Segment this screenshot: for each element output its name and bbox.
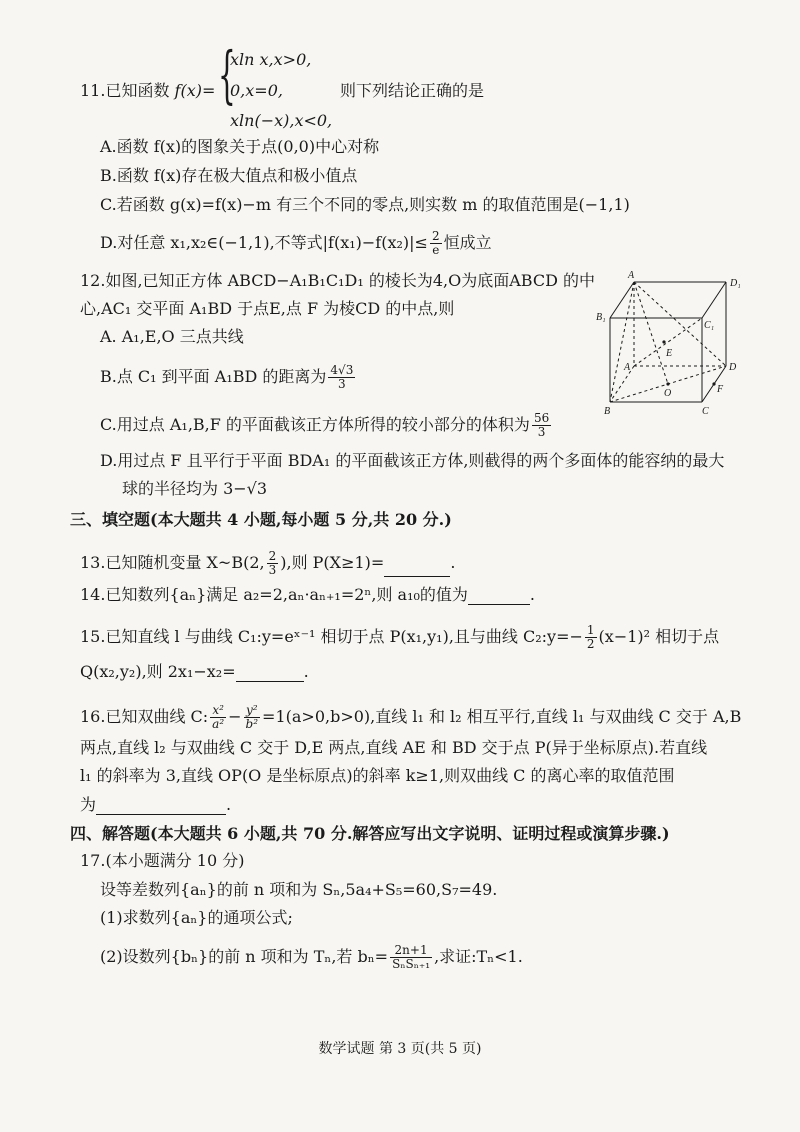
q16-line1: 16.已知双曲线 C: $\frac{\text{x²}}{\text{a²}}$ − $\frac{\text{y²}}{\text{b²}}$ =1(a>0,b>0),直线 l₁ 和 l₂ 相互平行,直线 l₁ 与双曲线 C 交于 A,B <box>80 703 742 731</box>
q11-case1: xln x,x>0, <box>230 50 312 69</box>
answer-blank[interactable] <box>96 798 226 815</box>
label-c1: C₁ <box>704 320 715 331</box>
q17-stem: 设等差数列{aₙ}的前 n 项和为 Sₙ,5a₄+S₅=60,S₇=49. <box>100 880 498 899</box>
label-c: C <box>702 406 709 417</box>
q11-stem-end: 则下列结论正确的是 <box>340 81 485 100</box>
label-o: O <box>664 388 672 399</box>
q11-option-a: A.函数 f(x)的图象关于点(0,0)中心对称 <box>100 137 380 156</box>
q11-option-c: C.若函数 g(x)=f(x)−m 有三个不同的零点,则实数 m 的取值范围是(−1,1) <box>100 195 630 214</box>
fraction: $\frac{2}{e}$ <box>431 229 440 257</box>
page-footer: 数学试题 第 3 页(共 5 页) <box>318 1041 482 1057</box>
q16-line2: 两点,直线 l₂ 与双曲线 C 交于 D,E 两点,直线 AE 和 BD 交于点 P(异于坐标原点).若直线 <box>80 738 708 757</box>
point-f <box>712 382 715 385</box>
q17-part1: (1)求数列{aₙ}的通项公式; <box>100 908 293 927</box>
diagonal <box>634 282 668 384</box>
q16-line3: l₁ 的斜率为 3,直线 OP(O 是坐标原点)的斜率 k≥1,则双曲线 C 的离心率的取值范围 <box>80 766 675 785</box>
q16-line4: 为 . <box>80 795 232 814</box>
q17-part2: (2)设数列{bₙ}的前 n 项和为 Tₙ,若 bₙ= $\frac{2n+1}{\text{SₙSₙ₊₁}}$ ,求证:Tₙ<1. <box>100 943 523 971</box>
q12-option-c: C.用过点 A₁,B,F 的平面截该正方体所得的较小部分的体积为 $\frac{56}{3}$ <box>100 411 550 439</box>
fraction: $\frac{2}{3}$ <box>268 549 277 577</box>
answer-blank[interactable] <box>468 588 530 605</box>
answer-blank[interactable] <box>384 560 450 577</box>
fraction: $\frac{2n+1}{\text{SₙSₙ₊₁}}$ <box>392 943 431 971</box>
fraction: $\frac{56}{3}$ <box>533 411 550 439</box>
label-e: E <box>666 348 673 359</box>
q11-option-b: B.函数 f(x)存在极大值点和极小值点 <box>100 166 358 185</box>
fraction: $\frac{1}{2}$ <box>586 623 595 651</box>
q12-option-d-line1: D.用过点 F 且平行于平面 BDA₁ 的平面截该正方体,则截得的两个多面体的能容纳的最大 <box>100 451 725 470</box>
q15-line1: 15.已知直线 l 与曲线 C₁:y=eˣ⁻¹ 相切于点 P(x₁,y₁),且与曲线 C₂:y=− $\frac{1}{2}$ (x−1)² 相切于点 <box>80 623 720 651</box>
q12-option-b: B.点 C₁ 到平面 A₁BD 的距离为 $\frac{4√3}{3}$ <box>100 363 354 391</box>
label-a: A <box>624 362 631 373</box>
fraction: $\frac{\text{y²}}{\text{b²}}$ <box>245 703 259 731</box>
section-3-title: 三、填空题(本大题共 4 小题,每小题 5 分,共 20 分.) <box>70 510 452 529</box>
label-b: B <box>604 406 611 417</box>
q11-case3: xln(−x),x<0, <box>230 111 333 130</box>
point-o <box>666 382 669 385</box>
q11-option-d: D.对任意 x₁,x₂∈(−1,1),不等式|f(x₁)−f(x₂)|≤ $\frac{2}{e}$ 恒成立 <box>100 229 492 257</box>
edge <box>702 282 726 318</box>
fraction: $\frac{\text{x²}}{\text{a²}}$ <box>212 703 225 731</box>
answer-blank[interactable] <box>236 665 304 682</box>
cube-figure <box>594 270 744 418</box>
label-b1: B₁ <box>596 312 606 323</box>
q11-brace: { <box>218 38 236 111</box>
q14: 14.已知数列{aₙ}满足 a₂=2,aₙ·aₙ₊₁=2ⁿ,则 a₁₀的值为 . <box>80 585 535 604</box>
section-4-title: 四、解答题(本大题共 6 小题,共 70 分.解答应写出文字说明、证明过程或演算步骤.) <box>70 824 670 843</box>
label-d: D <box>729 362 737 373</box>
q12-option-d-line2: 球的半径均为 3−√3 <box>122 479 268 498</box>
q11-case2: 0,x=0, <box>230 81 283 100</box>
q11-stem: 11.已知函数 f(x)= <box>80 81 216 100</box>
label-f: F <box>717 384 724 395</box>
fraction: $\frac{4√3}{3}$ <box>330 363 354 391</box>
q17-head: 17.(本小题满分 10 分) <box>80 851 245 870</box>
q12-option-a: A. A₁,E,O 三点共线 <box>100 327 244 346</box>
q12-stem-line1: 12.如图,已知正方体 ABCD−A₁B₁C₁D₁ 的棱长为4,O为底面ABCD 的中 <box>80 271 595 290</box>
label-a-top: A <box>628 270 635 281</box>
q13: 13.已知随机变量 X~B(2, $\frac{2}{3}$ ),则 P(X≥1)= . <box>80 549 456 577</box>
q15-line2: Q(x₂,y₂),则 2x₁−x₂= . <box>80 662 309 681</box>
q12-stem-line2: 心,AC₁ 交平面 A₁BD 于点E,点 F 为棱CD 的中点,则 <box>80 299 455 318</box>
point-e <box>662 340 665 343</box>
label-d1: D₁ <box>730 278 741 289</box>
